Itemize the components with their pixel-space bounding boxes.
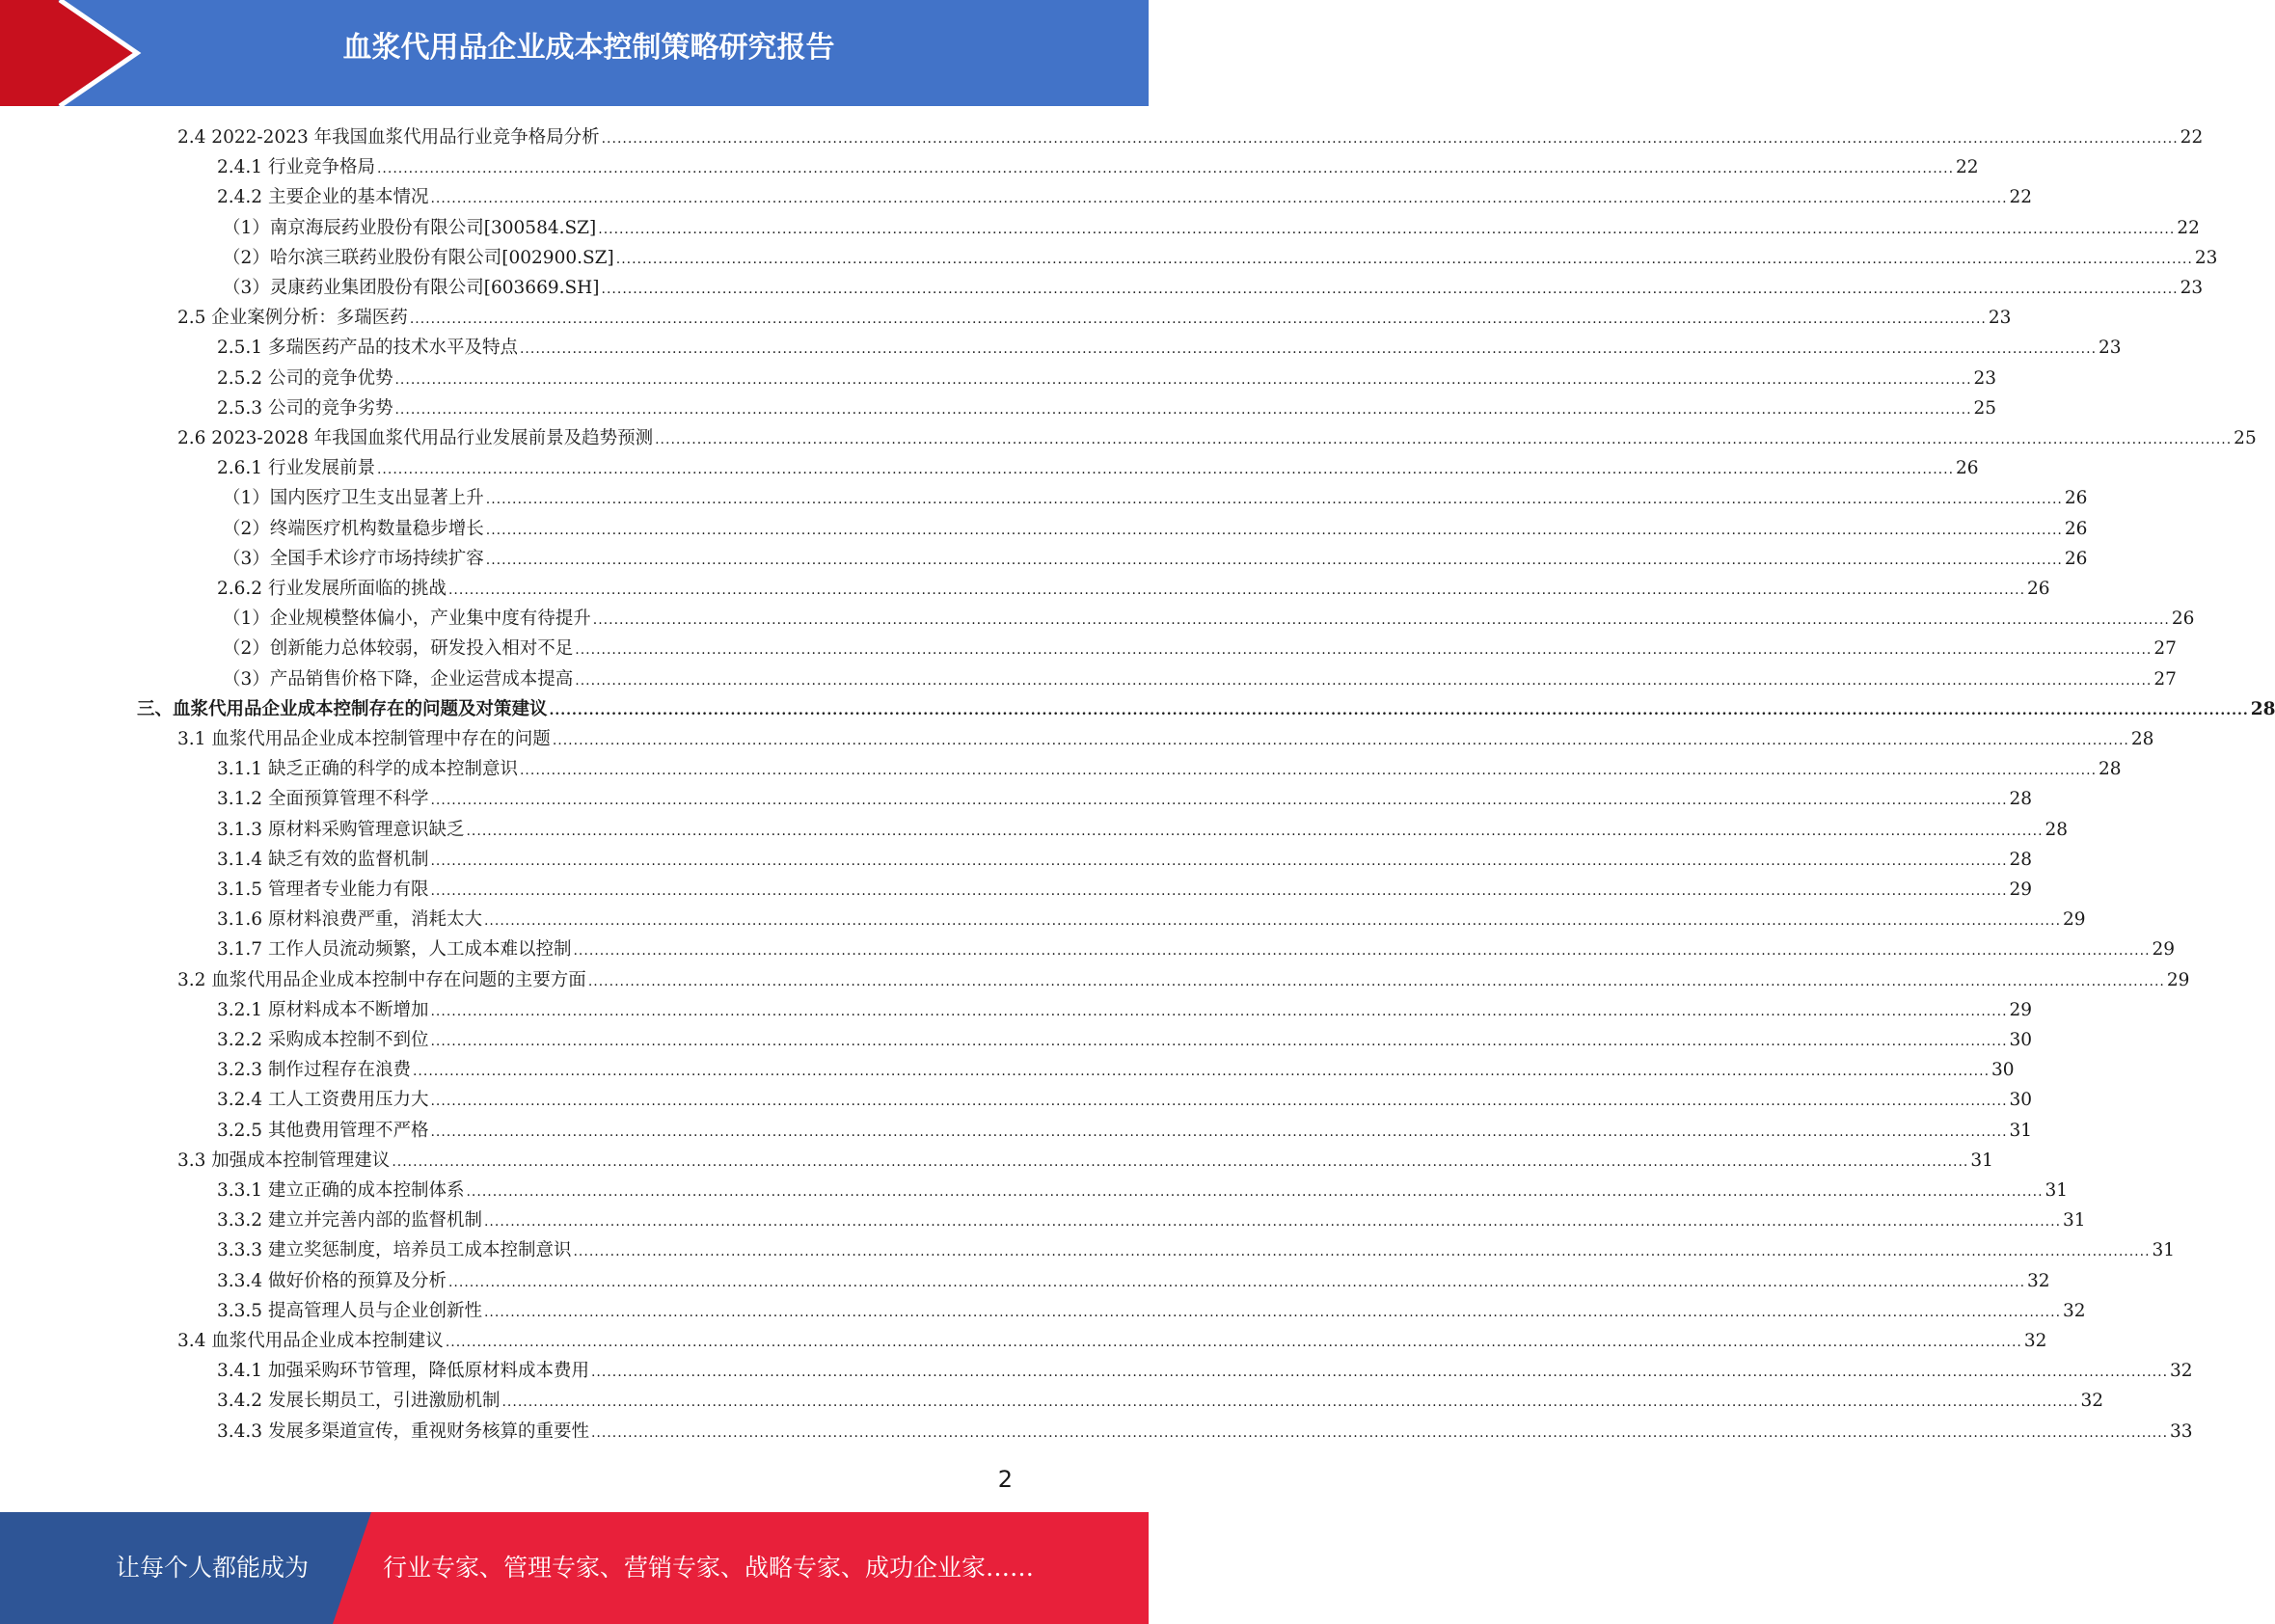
- toc-dot-leader: ............................................................................................................................................................................................................................................................................................................: [412, 1064, 1991, 1080]
- toc-entry-page: 31: [1970, 1150, 1993, 1171]
- toc-dot-leader: ............................................................................................................................................................................................................................................................................................................: [430, 1034, 2008, 1049]
- toc-dot-leader: ............................................................................................................................................................................................................................................................................................................: [466, 823, 2044, 839]
- toc-entry-title: 3.3.1 建立正确的成本控制体系: [217, 1180, 465, 1201]
- toc-entry[interactable]: [217, 394, 1997, 424]
- toc-dot-leader: ............................................................................................................................................................................................................................................................................................................: [483, 1304, 2062, 1320]
- toc-entry[interactable]: [177, 725, 2154, 755]
- toc-dot-leader: ............................................................................................................................................................................................................................................................................................................: [430, 1003, 2008, 1019]
- toc-dot-leader: ............................................................................................................................................................................................................................................................................................................: [552, 733, 2129, 748]
- toc-entry-title: 3.1.7 工作人员流动频繁，人工成本难以控制: [217, 939, 572, 961]
- toc-entry-title: （2）创新能力总体较弱，研发投入相对不足: [223, 638, 574, 660]
- toc-entry[interactable]: [217, 816, 2069, 846]
- toc-entry-title: 3.1.6 原材料浪费严重，消耗太大: [217, 909, 482, 931]
- toc-dot-leader: ............................................................................................................................................................................................................................................................................................................: [376, 161, 1955, 177]
- toc-entry-title: （3）全国手术诊疗市场持续扩容: [223, 548, 484, 569]
- toc-dot-leader: ............................................................................................................................................................................................................................................................................................................: [485, 522, 2063, 538]
- toc-entry-title: 3.1.2 全面预算管理不科学: [217, 789, 429, 810]
- toc-entry-page: 29: [2166, 969, 2190, 990]
- toc-dot-leader: ............................................................................................................................................................................................................................................................................................................: [409, 311, 1987, 328]
- toc-entry[interactable]: [217, 1086, 2033, 1116]
- toc-entry[interactable]: [223, 274, 2204, 304]
- toc-entry-page: 29: [2009, 999, 2033, 1020]
- toc-entry-page: 26: [2171, 609, 2195, 630]
- toc-entry-page: 25: [1973, 397, 1997, 419]
- toc-entry[interactable]: [223, 214, 2200, 244]
- toc-entry-title: 3.2.2 采购成本控制不到位: [217, 1030, 429, 1050]
- toc-entry-title: 3.4.2 发展长期员工，引进激励机制: [217, 1391, 501, 1412]
- toc-dot-leader: ............................................................................................................................................................................................................................................................................................................: [483, 1214, 2062, 1231]
- toc-entry[interactable]: [217, 1206, 2086, 1236]
- toc-entry[interactable]: [217, 996, 2033, 1026]
- toc-entry-page: 28: [2099, 759, 2122, 780]
- footer-slogan-left: 让每个人都能成为: [116, 1554, 310, 1582]
- toc-entry-page: 27: [2153, 638, 2177, 660]
- toc-entry[interactable]: [223, 665, 2177, 695]
- toc-dot-leader: ............................................................................................................................................................................................................................................................................................................: [519, 763, 2098, 779]
- toc-dot-leader: ............................................................................................................................................................................................................................................................................................................: [590, 1424, 2169, 1441]
- toc-entry-title: （3）灵康药业集团股份有限公司[603669.SH]: [223, 278, 600, 298]
- toc-entry-title: 3.4.3 发展多渠道宣传，重视财务核算的重要性: [217, 1421, 589, 1442]
- toc-entry-title: 2.4.1 行业竞争格局: [217, 157, 375, 178]
- toc-entry[interactable]: [217, 183, 2033, 213]
- toc-entry-title: 3.2.1 原材料成本不断增加: [217, 999, 429, 1020]
- toc-entry[interactable]: [217, 1026, 2033, 1056]
- toc-entry-page: 22: [2009, 187, 2033, 208]
- toc-entry[interactable]: [217, 755, 2122, 785]
- toc-entry[interactable]: [177, 966, 2190, 996]
- toc-dot-leader: ............................................................................................................................................................................................................................................................................................................: [587, 973, 2165, 989]
- toc-entry-page: 32: [2170, 1361, 2193, 1382]
- toc-entry-page: 26: [2064, 488, 2088, 509]
- toc-entry-title: 2.6 2023-2028 年我国血浆代用品行业发展前景及趋势预测: [177, 428, 654, 448]
- toc-dot-leader: ............................................................................................................................................................................................................................................................................................................: [549, 702, 2249, 718]
- toc-entry-page: 23: [2099, 338, 2122, 359]
- toc-dot-leader: ............................................................................................................................................................................................................................................................................................................: [392, 1153, 1969, 1170]
- toc-dot-leader: ............................................................................................................................................................................................................................................................................................................: [615, 251, 2193, 267]
- toc-entry-page: 31: [2045, 1180, 2069, 1201]
- toc-entry-page: 26: [1956, 458, 1979, 479]
- toc-entry-title: 3.3.5 提高管理人员与企业创新性: [217, 1300, 482, 1321]
- toc-dot-leader: ............................................................................................................................................................................................................................................................................................................: [376, 462, 1955, 478]
- toc-dot-leader: ............................................................................................................................................................................................................................................................................................................: [447, 582, 2026, 598]
- toc-entry[interactable]: [217, 1267, 2050, 1297]
- toc-entry-title: 3.1.3 原材料采购管理意识缺乏: [217, 819, 465, 840]
- toc-entry[interactable]: [223, 515, 2088, 545]
- toc-dot-leader: ............................................................................................................................................................................................................................................................................................................: [590, 1365, 2169, 1381]
- page-footer: [0, 1512, 1149, 1624]
- toc-entry-page: 32: [2080, 1391, 2104, 1412]
- toc-entry-title: 3.2 血浆代用品企业成本控制中存在问题的主要方面: [177, 969, 586, 990]
- toc-entry[interactable]: [217, 1117, 2033, 1147]
- toc-entry-title: 3.4 血浆代用品企业成本控制建议: [177, 1331, 444, 1351]
- toc-entry-page: 28: [2130, 729, 2154, 749]
- toc-entry[interactable]: [177, 1327, 2047, 1357]
- toc-entry-page: 30: [1991, 1060, 2015, 1081]
- toc-entry[interactable]: [177, 1147, 1993, 1177]
- toc-dot-leader: ............................................................................................................................................................................................................................................................................................................: [485, 492, 2063, 508]
- toc-entry-page: 26: [2064, 518, 2088, 539]
- toc-entry-title: 3.3.3 建立奖惩制度，培养员工成本控制意识: [217, 1240, 572, 1261]
- toc-entry-title: 3.3.2 建立并完善内部的监督机制: [217, 1210, 482, 1232]
- toc-entry-page: 25: [2234, 428, 2257, 448]
- toc-dot-leader: ............................................................................................................................................................................................................................................................................................................: [601, 131, 2179, 147]
- toc-entry-title: 三、血浆代用品企业成本控制存在的问题及对策建议: [137, 698, 548, 719]
- toc-entry-page: 28: [2009, 789, 2033, 810]
- toc-entry[interactable]: [217, 153, 1979, 183]
- toc-entry[interactable]: [223, 605, 2195, 635]
- toc-entry-title: 3.2.5 其他费用管理不严格: [217, 1120, 429, 1141]
- toc-dot-leader: ............................................................................................................................................................................................................................................................................................................: [592, 612, 2170, 629]
- toc-entry-title: 2.5 企业案例分析：多瑞医药: [177, 308, 408, 329]
- toc-dot-leader: ............................................................................................................................................................................................................................................................................................................: [573, 1244, 2151, 1260]
- toc-entry[interactable]: [217, 1387, 2104, 1417]
- toc-dot-leader: ............................................................................................................................................................................................................................................................................................................: [466, 1184, 2044, 1200]
- toc-dot-leader: ............................................................................................................................................................................................................................................................................................................: [519, 341, 2098, 358]
- toc-dot-leader: ............................................................................................................................................................................................................................................................................................................: [430, 853, 2008, 869]
- toc-entry-page: 32: [2063, 1300, 2086, 1321]
- toc-entry-page: 28: [2250, 698, 2275, 719]
- toc-entry-title: （2）终端医疗机构数量稳步增长: [223, 518, 484, 539]
- toc-entry[interactable]: [217, 935, 2176, 965]
- toc-entry-title: 2.6.1 行业发展前景: [217, 458, 375, 479]
- toc-entry-page: 23: [1988, 308, 2012, 329]
- toc-entry[interactable]: [223, 545, 2088, 575]
- toc-entry-title: （1）南京海辰药业股份有限公司[300584.SZ]: [223, 217, 597, 238]
- toc-entry-page: 23: [2194, 247, 2218, 268]
- toc-dot-leader: ............................................................................................................................................................................................................................................................................................................: [430, 883, 2008, 899]
- toc-entry-title: （3）产品销售价格下降，企业运营成本提高: [223, 668, 574, 690]
- toc-entry-title: 2.6.2 行业发展所面临的挑战: [217, 579, 447, 599]
- toc-entry-title: 3.1.1 缺乏正确的科学的成本控制意识: [217, 759, 518, 780]
- page-number: 2: [997, 1466, 1013, 1493]
- toc-entry-page: 29: [2009, 880, 2033, 900]
- toc-dot-leader: ............................................................................................................................................................................................................................................................................................................: [501, 1394, 2079, 1411]
- footer-slogan-right: 行业专家、管理专家、营销专家、战略专家、成功企业家……: [383, 1554, 1035, 1582]
- toc-entry[interactable]: [223, 484, 2088, 514]
- toc-entry-page: 32: [2023, 1331, 2047, 1351]
- toc-entry-page: 31: [2009, 1120, 2033, 1141]
- toc-entry-page: 26: [2064, 548, 2088, 569]
- toc-entry[interactable]: [177, 424, 2257, 454]
- toc-entry[interactable]: [217, 575, 2050, 605]
- toc-dot-leader: ............................................................................................................................................................................................................................................................................................................: [447, 1274, 2026, 1290]
- toc-dot-leader: ............................................................................................................................................................................................................................................................................................................: [485, 552, 2063, 568]
- toc-dot-leader: ............................................................................................................................................................................................................................................................................................................: [430, 191, 2008, 207]
- toc-entry-title: 3.3.4 做好价格的预算及分析: [217, 1270, 447, 1291]
- toc-entry[interactable]: [217, 365, 1997, 394]
- toc-entry-page: 29: [2152, 939, 2176, 961]
- toc-entry[interactable]: [217, 1056, 2015, 1086]
- report-title: 血浆代用品企业成本控制策略研究报告: [342, 31, 835, 65]
- toc-entry-title: （1）企业规模整体偏小，产业集中度有待提升: [223, 609, 591, 630]
- toc-entry-title: 2.5.2 公司的竞争优势: [217, 367, 393, 389]
- toc-entry-page: 22: [2177, 217, 2200, 238]
- toc-entry-page: 27: [2153, 668, 2177, 690]
- toc-entry-page: 26: [2027, 579, 2050, 599]
- toc-entry[interactable]: [217, 876, 2033, 906]
- toc-entry[interactable]: [223, 635, 2177, 664]
- toc-entry[interactable]: [217, 1297, 2086, 1327]
- toc-entry-title: （2）哈尔滨三联药业股份有限公司[002900.SZ]: [223, 247, 614, 268]
- toc-entry-title: 2.5.3 公司的竞争劣势: [217, 397, 393, 419]
- toc-entry-page: 31: [2063, 1210, 2086, 1232]
- toc-entry-page: 22: [2180, 127, 2204, 148]
- toc-entry[interactable]: [137, 695, 2275, 725]
- toc-entry-page: 31: [2152, 1240, 2176, 1261]
- toc-entry-title: 3.3 加强成本控制管理建议: [177, 1150, 391, 1171]
- toc-entry-title: 3.2.3 制作过程存在浪费: [217, 1060, 411, 1081]
- toc-dot-leader: ............................................................................................................................................................................................................................................................................................................: [445, 1335, 2022, 1350]
- toc-entry-title: 3.2.4 工人工资费用压力大: [217, 1090, 429, 1111]
- toc-dot-leader: ............................................................................................................................................................................................................................................................................................................: [394, 401, 1972, 418]
- toc-entry[interactable]: [223, 244, 2218, 274]
- toc-dot-leader: ............................................................................................................................................................................................................................................................................................................: [575, 642, 2153, 659]
- toc-entry-page: 30: [2009, 1030, 2033, 1050]
- toc-entry[interactable]: [217, 1418, 2193, 1448]
- toc-entry-title: 3.1.5 管理者专业能力有限: [217, 880, 429, 900]
- toc-dot-leader: ............................................................................................................................................................................................................................................................................................................: [394, 371, 1972, 388]
- toc-entry[interactable]: [217, 1236, 2176, 1266]
- toc-entry-title: 2.4 2022-2023 年我国血浆代用品行业竞争格局分析: [177, 127, 600, 148]
- toc-entry[interactable]: [217, 1177, 2069, 1206]
- page-header: [0, 0, 1149, 106]
- toc-entry-title: 2.5.1 多瑞医药产品的技术水平及特点: [217, 338, 518, 359]
- toc-dot-leader: ............................................................................................................................................................................................................................................................................................................: [430, 793, 2008, 809]
- toc-entry-page: 22: [1956, 157, 1979, 178]
- toc-dot-leader: ............................................................................................................................................................................................................................................................................................................: [601, 282, 2179, 297]
- toc-dot-leader: ............................................................................................................................................................................................................................................................................................................: [430, 1094, 2008, 1110]
- toc-dot-leader: ............................................................................................................................................................................................................................................................................................................: [430, 1123, 2008, 1140]
- toc-entry[interactable]: [177, 123, 2204, 153]
- toc-entry-page: 29: [2063, 909, 2086, 931]
- toc-entry-title: 2.4.2 主要企业的基本情况: [217, 187, 429, 208]
- toc-entry-title: 3.4.1 加强采购环节管理，降低原材料成本费用: [217, 1361, 589, 1382]
- toc-dot-leader: ............................................................................................................................................................................................................................................................................................................: [573, 943, 2151, 960]
- toc-entry[interactable]: [217, 785, 2033, 815]
- toc-entry-page: 28: [2045, 819, 2069, 840]
- toc-entry-page: 23: [2180, 278, 2204, 298]
- toc-entry-page: 32: [2027, 1270, 2050, 1291]
- toc-entry-page: 28: [2009, 849, 2033, 870]
- toc-entry[interactable]: [217, 454, 1979, 484]
- toc-entry[interactable]: [217, 1357, 2193, 1387]
- toc-entry[interactable]: [217, 334, 2122, 364]
- toc-entry-page: 33: [2170, 1421, 2193, 1442]
- toc-entry[interactable]: [177, 304, 2012, 334]
- toc-entry-title: （1）国内医疗卫生支出显著上升: [223, 488, 484, 509]
- toc-dot-leader: ............................................................................................................................................................................................................................................................................................................: [483, 913, 2062, 930]
- toc-entry-page: 30: [2009, 1090, 2033, 1111]
- toc-entry-page: 23: [1973, 367, 1997, 389]
- toc-entry-title: 3.1 血浆代用品企业成本控制管理中存在的问题: [177, 729, 551, 749]
- toc-entry[interactable]: [217, 906, 2086, 935]
- toc-entry[interactable]: [217, 846, 2033, 876]
- toc-dot-leader: ............................................................................................................................................................................................................................................................................................................: [575, 672, 2153, 689]
- toc-dot-leader: ............................................................................................................................................................................................................................................................................................................: [598, 221, 2176, 237]
- toc-entry-title: 3.1.4 缺乏有效的监督机制: [217, 849, 429, 870]
- toc-dot-leader: ............................................................................................................................................................................................................................................................................................................: [655, 432, 2233, 447]
